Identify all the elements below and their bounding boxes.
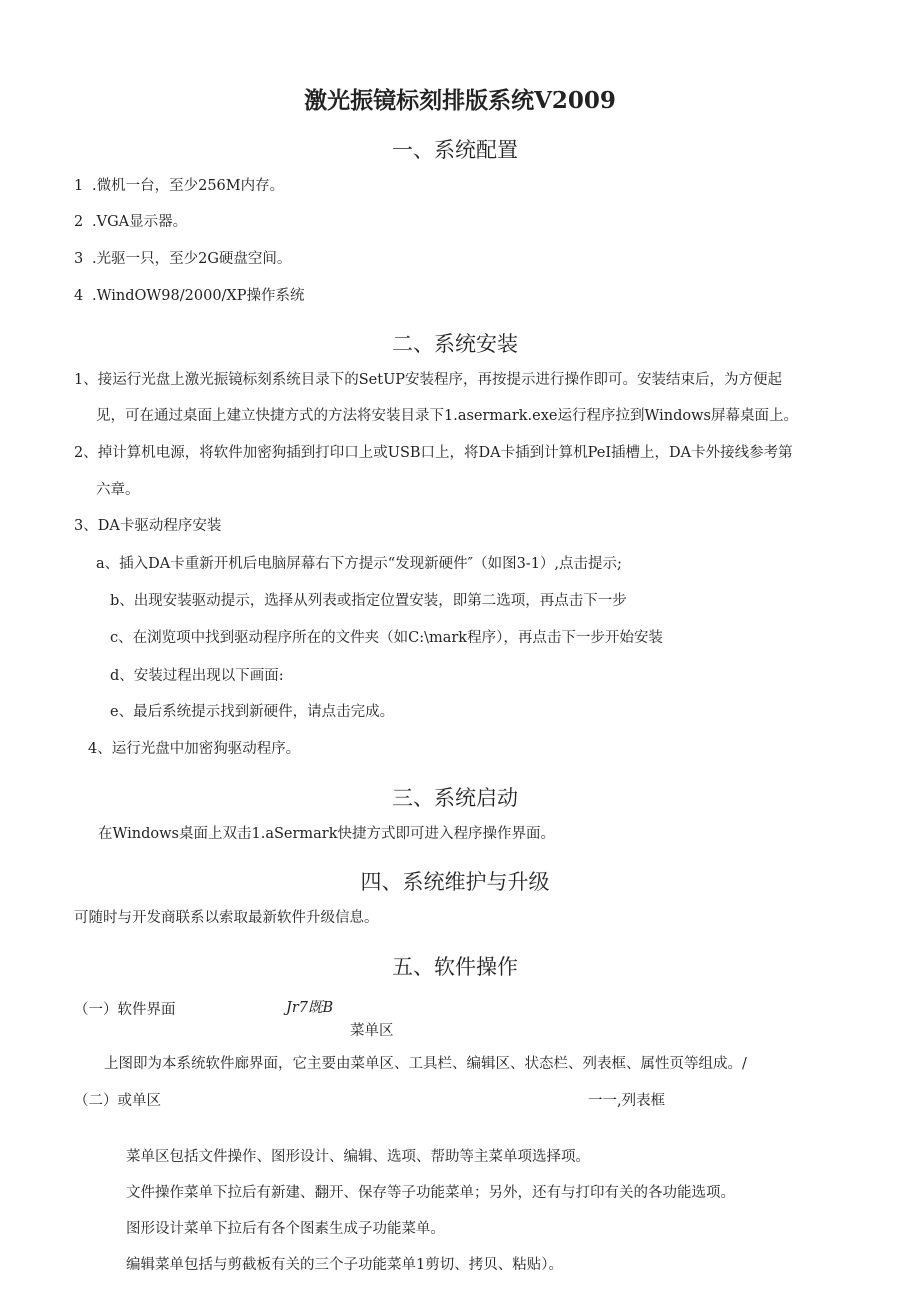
subsection-menu-area: （二）或单区 <box>74 1093 161 1109</box>
section-heading-config: 一、系统配置 <box>392 138 518 162</box>
interface-description: 上图即为本系统软件廊界面，它主要由菜单区、工具栏、编辑区、状态栏、列表框、属性页等组成。/ <box>104 1056 747 1072</box>
install-substep-d: d、安装过程出现以下画面: <box>110 668 284 684</box>
config-item-text: .微机一台，至少256M内存。 <box>92 178 285 194</box>
install-substep-b: b、出现安装驱动提示，选择从列表或指定位置安装，即第二选项，再点击下一步 <box>110 593 627 609</box>
config-item-number: 1 <box>74 178 84 194</box>
config-item-number: 3 <box>74 251 84 267</box>
install-step-2-line2: 六章。 <box>96 482 140 498</box>
install-substep-a: a、插入DA卡重新开机后电脑屏幕右下方提示“发现新硬件″（如图3-1）,点击提示; <box>96 556 622 572</box>
install-step-1-line1: 1、接运行光盘上激光振镜标刻系统目录下的SetUP安装程序，再按提示进行操作即可。安装结束后，为方便起 <box>74 372 783 388</box>
startup-paragraph: 在Windows桌面上双击1.aSermark快捷方式即可进入程序操作界面。 <box>98 826 556 842</box>
list-box-label: 一一,列表框 <box>588 1093 666 1109</box>
config-item-number: 2 <box>74 214 84 230</box>
menu-description-line: 编辑菜单包括与剪截板有关的三个子功能菜单1剪切、拷贝、粘贴）。 <box>126 1257 563 1273</box>
config-item-text: .VGA显示器。 <box>92 214 188 230</box>
menu-description-line: 菜单区包括文件操作、图形设计、编辑、选项、帮助等主菜单项选择项。 <box>126 1149 590 1165</box>
install-substep-c: c、在浏览项中找到驱动程序所在的文件夹（如C:\mark程序），再点击下一步开始安装 <box>110 630 663 646</box>
document-title: 激光振镜标刻排版系统V2009 <box>304 87 616 114</box>
section-heading-software: 五、软件操作 <box>392 955 518 979</box>
subsection-interface: （一）软件界面 <box>74 1002 176 1018</box>
config-item-number: 4 <box>74 288 84 304</box>
menu-description-line: 图形设计菜单下拉后有各个图素生成子功能菜单。 <box>126 1221 445 1237</box>
maintenance-paragraph: 可随时与开发商联系以索取最新软件升级信息。 <box>74 910 379 926</box>
install-step-4: 4、运行光盘中加密狗驱动程序。 <box>88 741 301 757</box>
config-item-text: .WindOW98/2000/XP操作系统 <box>92 288 305 304</box>
config-item-text: .光驱一只，至少2G硬盘空间。 <box>92 251 292 267</box>
section-heading-startup: 三、系统启动 <box>392 786 518 810</box>
install-step-3: 3、DA卡驱动程序安装 <box>74 518 222 534</box>
install-substep-e: e、最后系统提示找到新硬件，请点击完成。 <box>110 704 395 720</box>
stray-ocr-text: Jr7既B <box>286 1000 334 1016</box>
section-heading-install: 二、系统安装 <box>392 332 518 356</box>
install-step-2-line1: 2、掉计算机电源，将软件加密狗插到打印口上或USB口上，将DA卡插到计算机PeI插槽上，DA卡外接线参考第 <box>74 445 793 461</box>
menu-description-line: 文件操作菜单下拉后有新建、翻开、保存等子功能菜单；另外，还有与打印有关的各功能选项。 <box>126 1185 735 1201</box>
install-step-1-line2: 见，可在通过桌面上建立快捷方式的方法将安装目录下1.asermark.exe运行程序拉到Windows屏幕桌面上。 <box>96 408 798 424</box>
menu-area-label: 菜单区 <box>350 1023 394 1039</box>
section-heading-maintenance: 四、系统维护与升级 <box>360 870 550 894</box>
